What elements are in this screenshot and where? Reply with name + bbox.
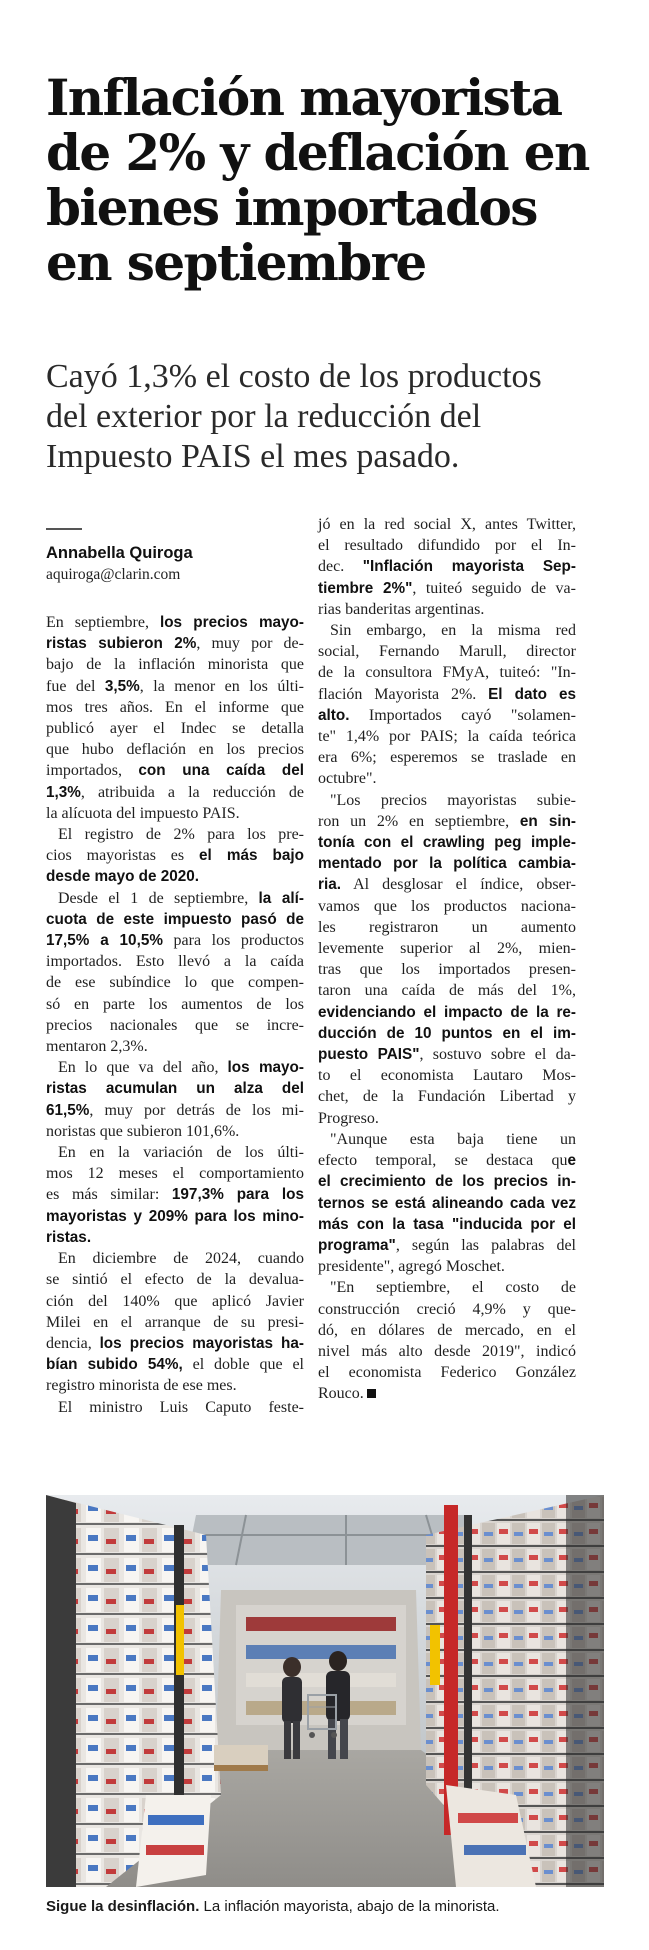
text-line: [318, 980, 576, 1001]
body-text: mos 12 meses el comportamiento: [46, 1165, 304, 1183]
text-line: [46, 951, 304, 972]
body-text: de la consultora FMyA, tuiteó: "In-: [318, 664, 576, 682]
text-line: [318, 1214, 576, 1235]
text-line: [318, 917, 576, 938]
text-line: [318, 959, 576, 980]
text-line: [318, 578, 576, 599]
text-line: [46, 930, 304, 951]
emphasis-text: tonía con el crawling peg imple-: [318, 834, 576, 852]
body-text: ción del 140% que aplicó Javier: [46, 1292, 304, 1310]
text-line: [46, 1375, 304, 1396]
text-line: [46, 1312, 304, 1333]
text-line: [46, 1015, 304, 1036]
text-line: [318, 620, 576, 641]
body-text: rias banderitas argentinas.: [318, 600, 485, 618]
emphasis-text: el crecimiento de los precios in-: [318, 1173, 576, 1191]
text-line: [318, 853, 576, 874]
text-line: [318, 1299, 576, 1320]
text-line: [46, 824, 304, 845]
text-line: [318, 641, 576, 662]
text-line: [318, 896, 576, 917]
text-line: [318, 1362, 576, 1383]
body-text: de ese subíndice lo que compen-: [46, 974, 304, 992]
text-line: [46, 994, 304, 1015]
emphasis-text: la alí-: [258, 889, 304, 907]
text-line: [46, 1248, 304, 1269]
end-mark-icon: [367, 1389, 376, 1398]
text-line: [318, 684, 576, 705]
text-line: [46, 676, 304, 697]
body-text: , muy por de-: [196, 635, 304, 653]
body-text: el economista Federico González: [318, 1364, 576, 1382]
body-text: to el economista Lautaro Mos-: [318, 1067, 576, 1085]
text-line: [46, 1142, 304, 1163]
photo-caption: [46, 1897, 616, 1917]
body-text: vamos que los productos naciona-: [318, 897, 576, 915]
emphasis-text: 17,5% a 10,5%: [46, 932, 163, 950]
emphasis-text: los precios mayoristas ha-: [99, 1334, 304, 1352]
text-line: [318, 726, 576, 747]
emphasis-text: alto.: [318, 706, 350, 724]
text-line: [318, 747, 576, 768]
headline: [46, 70, 606, 290]
body-text: mentaron 2,3%.: [46, 1038, 148, 1056]
body-text: Progreso.: [318, 1109, 379, 1127]
body-text: En lo que va del año,: [58, 1059, 228, 1077]
article-column-2: [318, 514, 576, 1405]
text-line: [46, 909, 304, 930]
emphasis-text: más con la tasa "inducida por el: [318, 1215, 576, 1233]
text-line: [318, 1193, 576, 1214]
body-text: nivel más alto desde 2019", indicó: [318, 1342, 576, 1360]
supermarket-photo: [46, 1495, 604, 1887]
emphasis-text: tiembre 2%": [318, 579, 413, 597]
body-text: les registraron un aumento: [318, 918, 576, 936]
text-line: [46, 1036, 304, 1057]
body-text: , tuiteó seguido de va-: [412, 579, 576, 597]
body-text: precios nacionales que se incre-: [46, 1016, 304, 1034]
text-line: [318, 705, 576, 726]
text-line: [318, 1320, 576, 1341]
text-line: [46, 633, 304, 654]
emphasis-text: 1,3%: [46, 783, 81, 801]
text-line: [46, 803, 304, 824]
body-text: ron un 2% en septiembre,: [318, 812, 520, 830]
text-line: [46, 866, 304, 887]
body-text: importados. Esto llevó a la caída: [46, 953, 304, 971]
emphasis-text: mentado por la política cambia-: [318, 855, 576, 873]
body-text: El ministro Luis Caputo feste-: [58, 1398, 304, 1416]
body-text: te" 1,4% por PAIS; la caída teórica: [318, 728, 576, 746]
body-text: , según las palabras del: [395, 1236, 576, 1254]
emphasis-text: 197,3% para los: [171, 1186, 305, 1204]
text-line: [46, 739, 304, 760]
text-line: [46, 612, 304, 633]
text-line: [46, 1163, 304, 1184]
deck-line: del exterior por la reducción del: [46, 398, 482, 435]
text-line: [46, 1100, 304, 1121]
text-line: [318, 1044, 576, 1065]
headline-line: en septiembre: [46, 233, 426, 292]
emphasis-text: 61,5%: [46, 1101, 90, 1119]
text-line: [318, 1065, 576, 1086]
body-text: Sin embargo, en la misma red: [330, 622, 576, 640]
body-text: dó, en dólares de mercado, en el: [318, 1321, 576, 1339]
body-text: importados,: [46, 762, 139, 780]
text-line: [318, 790, 576, 811]
emphasis-text: e: [567, 1152, 576, 1170]
body-text: para los productos: [162, 932, 304, 950]
body-text: Importados cayó "solamen-: [349, 706, 576, 724]
body-text: , sostuvo sobre el da-: [419, 1046, 576, 1064]
body-text: el resultado difundido por el In-: [318, 537, 576, 555]
body-text: cios mayoristas es: [46, 847, 199, 865]
body-text: flación Mayorista 2%.: [318, 685, 489, 703]
body-text: presidente", agregó Moschet.: [318, 1258, 505, 1276]
body-text: En en la variación de los últi-: [58, 1144, 304, 1162]
body-text: El registro de 2% para los pre-: [58, 826, 304, 844]
text-line: [46, 1227, 304, 1248]
body-text: Milei en el arranque de su presi-: [46, 1313, 304, 1331]
text-line: [46, 782, 304, 803]
text-line: [318, 1002, 576, 1023]
supermarket-aisle-image: [46, 1495, 604, 1887]
emphasis-text: bían subido 54%,: [46, 1356, 183, 1374]
text-line: [46, 1397, 304, 1418]
emphasis-text: ristas subieron 2%: [46, 635, 197, 653]
body-text: , muy por detrás de los mi-: [89, 1101, 304, 1119]
emphasis-text: los mayo-: [227, 1059, 304, 1077]
body-text: jó en la red social X, antes Twitter,: [318, 516, 576, 533]
caption-text: La inflación mayorista, abajo de la minorista.: [199, 1898, 500, 1915]
emphasis-text: ria.: [318, 876, 341, 894]
body-text: la alícuota del impuesto PAIS.: [46, 804, 240, 822]
body-text: tras que los importados presen-: [318, 961, 576, 979]
emphasis-text: ristas acumulan un alza del: [46, 1080, 304, 1098]
body-text: taron una caída de más del 1%,: [318, 982, 576, 1000]
author-email[interactable]: aquiroga@clarin.com: [46, 566, 181, 583]
body-text: "En septiembre, el costo de: [330, 1279, 576, 1297]
body-text: registro minorista de ese mes.: [46, 1377, 237, 1395]
text-line: [318, 811, 576, 832]
text-line: [318, 1171, 576, 1192]
text-line: [318, 556, 576, 577]
body-text: el doble que el: [182, 1356, 304, 1374]
emphasis-text: evidenciando el impacto de la re-: [318, 1003, 576, 1021]
body-text: mos tres años. En el informe que: [46, 698, 304, 716]
emphasis-text: los precios mayo-: [159, 614, 304, 631]
emphasis-text: cuota de este impuesto pasó de: [46, 910, 304, 928]
body-text: noristas que subieron 101,6%.: [46, 1122, 240, 1140]
text-line: [46, 1354, 304, 1375]
body-text: construcción creció 4,9% y que-: [318, 1300, 576, 1318]
emphasis-text: con una caída del: [138, 762, 304, 780]
body-text: se sintió el efecto de la devalua-: [46, 1271, 304, 1289]
emphasis-text: el más bajo: [198, 847, 305, 865]
body-text: , la menor en los últi-: [139, 677, 304, 695]
text-line: [318, 1023, 576, 1044]
text-line: [318, 1150, 576, 1171]
text-line: [318, 535, 576, 556]
text-line: [46, 697, 304, 718]
text-line: [318, 832, 576, 853]
text-line: [318, 1235, 576, 1256]
body-text: social, Fernando Marull, director: [318, 643, 576, 661]
emphasis-text: ducción de 10 puntos en el im-: [318, 1024, 576, 1042]
article-column-1: [46, 612, 304, 1418]
body-text: chet, de la Fundación Libertad y: [318, 1088, 576, 1106]
headline-line: Inflación mayorista: [46, 68, 562, 127]
body-text: Desde el 1 de septiembre,: [58, 889, 259, 907]
body-text: fue del: [46, 677, 105, 695]
emphasis-text: 3,5%: [104, 677, 140, 695]
author-name: Annabella Quiroga: [46, 544, 193, 562]
text-line: [318, 599, 576, 620]
text-line: [318, 1277, 576, 1298]
text-line: [318, 1256, 576, 1277]
body-text: era 6%; esperemos se traslade en: [318, 749, 576, 767]
text-line: [46, 1291, 304, 1312]
text-line: [318, 662, 576, 683]
text-line: [46, 1333, 304, 1354]
text-line: [318, 514, 576, 535]
text-line: [46, 1206, 304, 1227]
deck-line: Cayó 1,3% el costo de los productos: [46, 358, 542, 395]
emphasis-text: mayoristas y 209% para los mino-: [46, 1207, 304, 1225]
body-text: só en parte los aumentos de los: [46, 995, 304, 1013]
text-line: [46, 972, 304, 993]
text-line: [318, 874, 576, 895]
emphasis-text: puesto PAIS": [318, 1046, 420, 1064]
text-line: [46, 1121, 304, 1142]
byline-rule: [46, 528, 82, 530]
body-text: que hubo deflación en los precios: [46, 741, 304, 759]
text-line: [46, 845, 304, 866]
text-line: [318, 768, 576, 789]
emphasis-text: "Inflación mayorista Sep-: [362, 558, 576, 576]
text-line: [46, 1078, 304, 1099]
body-text: Rouco.: [318, 1385, 364, 1403]
body-text: es más similar:: [46, 1186, 172, 1204]
text-line: [318, 1383, 576, 1404]
emphasis-text: programa": [318, 1236, 396, 1254]
text-line: [46, 1057, 304, 1078]
text-line: [46, 654, 304, 675]
text-line: [46, 1269, 304, 1290]
body-text: En septiembre,: [46, 614, 160, 631]
text-line: [318, 1341, 576, 1362]
deck-line: Impuesto PAIS el mes pasado.: [46, 438, 460, 475]
body-text: "Aunque esta baja tiene un: [330, 1130, 576, 1148]
emphasis-text: en sin-: [519, 812, 577, 830]
body-text: dec.: [318, 558, 363, 576]
emphasis-text: El dato es: [488, 685, 576, 703]
body-text: dencia,: [46, 1334, 100, 1352]
body-text: publicó ayer el Indec se detalla: [46, 720, 304, 738]
text-line: [318, 1086, 576, 1107]
text-line: [318, 938, 576, 959]
text-line: [46, 1184, 304, 1205]
body-text: efecto temporal, se destaca qu: [318, 1152, 568, 1170]
body-text: "Los precios mayoristas subie-: [330, 791, 576, 809]
deck: [46, 357, 606, 477]
byline: [46, 542, 301, 585]
headline-line: de 2% y deflación en: [46, 123, 589, 182]
body-text: , atribuida a la reducción de: [80, 783, 304, 801]
caption-lead: Sigue la desinflación.: [46, 1898, 200, 1915]
body-text: Al desglosar el índice, obser-: [340, 876, 576, 894]
text-line: [46, 760, 304, 781]
body-text: bajo de la inflación minorista que: [46, 656, 304, 674]
text-line: [46, 888, 304, 909]
body-text: octubre".: [318, 770, 377, 788]
text-line: [46, 718, 304, 739]
emphasis-text: ternos se está alineando cada vez: [318, 1194, 576, 1212]
headline-line: bienes importados: [46, 178, 537, 237]
text-line: [318, 1108, 576, 1129]
emphasis-text: desde mayo de 2020.: [46, 868, 200, 886]
body-text: En diciembre de 2024, cuando: [58, 1250, 304, 1268]
emphasis-text: ristas.: [46, 1228, 92, 1246]
text-line: [318, 1129, 576, 1150]
body-text: levemente superior al 2%, mien-: [318, 940, 576, 958]
